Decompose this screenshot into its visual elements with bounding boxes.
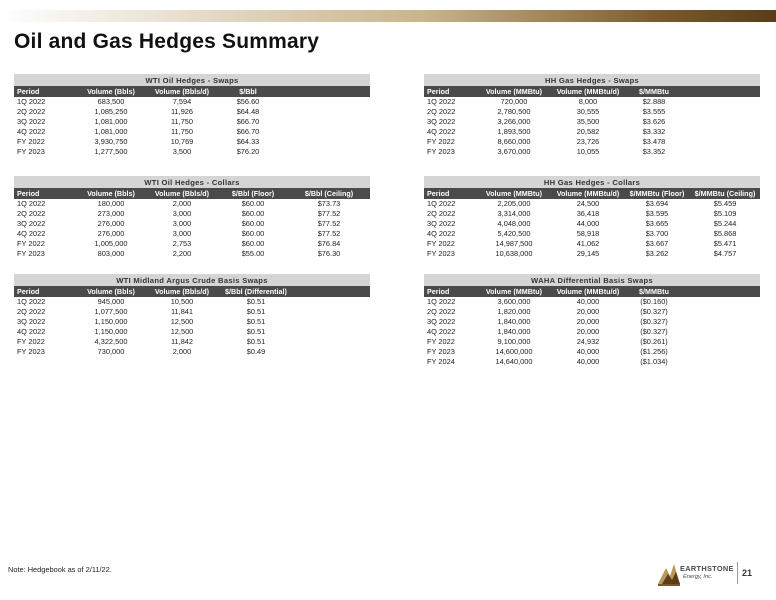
table-cell: 3,000 [172,229,192,238]
table-cell: $60.00 [241,219,265,228]
table-cell: $3.262 [645,249,669,258]
column-header: Volume (Bbls) [76,188,146,199]
table-cell: 3,670,000 [497,147,531,156]
table-cell: $5.471 [713,239,737,248]
table-cell: $66.70 [236,117,260,126]
table-cell [684,357,760,367]
table-caption: HH Gas Hedges - Swaps [424,74,760,86]
table-cell: 12,500 [170,317,194,326]
table-cell: 1,893,500 [497,127,531,136]
table-caption: HH Gas Hedges - Collars [424,176,760,188]
table-cell: 41,062 [576,239,600,248]
table-cell: 3Q 2022 [17,317,46,326]
column-header: $/MMBtu (Floor) [624,188,690,199]
table-cell [278,97,370,107]
column-header: $/Bbl [218,86,278,97]
table-cell [294,307,370,317]
table-cell: FY 2022 [17,239,45,248]
table-cell: 35,500 [576,117,600,126]
table-cell [684,297,760,307]
column-header: $/Bbl (Differential) [218,286,294,297]
table-cell: 14,640,000 [495,357,533,366]
table-cell: 3,600,000 [497,297,531,306]
table-cell: 10,638,000 [495,249,533,258]
table-cell: 24,932 [576,337,600,346]
table-row [14,209,370,219]
table-cell: FY 2023 [427,347,455,356]
table-row [14,297,370,307]
table-cell: $2.888 [642,97,666,106]
wti-collars-table [14,176,370,259]
column-header: Period [424,86,476,97]
table-cell: 2Q 2022 [17,209,46,218]
table-row [14,229,370,239]
table-cell: 1,840,000 [497,317,531,326]
table-cell: ($1.256) [640,347,668,356]
table-cell: $64.33 [236,137,260,146]
table-cell: 24,500 [576,199,600,208]
table-cell: 3,000 [172,219,192,228]
table-cell: 30,555 [576,107,600,116]
table-caption: WTI Oil Hedges - Collars [14,176,370,188]
table-cell: 276,000 [97,219,125,228]
table-row [424,97,760,107]
table-row [14,317,370,327]
table-cell: 20,000 [576,317,600,326]
table-cell: 4Q 2022 [17,127,46,136]
table-cell: $4.757 [713,249,737,258]
column-header [278,86,370,97]
table-cell: FY 2022 [427,337,455,346]
table-row [14,147,370,157]
table-row [424,127,760,137]
table-cell: FY 2023 [427,147,455,156]
hh-swaps-table [424,74,760,157]
column-header: $/Bbl (Ceiling) [288,188,370,199]
table-cell: $77.52 [317,219,341,228]
table-cell: 5,420,500 [497,229,531,238]
table-cell: $55.00 [241,249,265,258]
table-cell: 276,000 [97,229,125,238]
table-cell: $3.665 [645,219,669,228]
column-header [684,86,760,97]
table-cell [684,317,760,327]
table-cell: $3.352 [642,147,666,156]
table-cell: FY 2022 [427,137,455,146]
table-cell: 9,100,000 [497,337,531,346]
column-header: Period [14,86,76,97]
table-cell: 20,000 [576,327,600,336]
column-header: $/Bbl (Floor) [218,188,288,199]
table-row [424,137,760,147]
table-cell: 2,205,000 [497,199,531,208]
table-cell: 3Q 2022 [427,219,456,228]
table-cell [294,347,370,357]
table-cell: $3.595 [645,209,669,218]
table-cell: 1Q 2022 [17,97,46,106]
table-header-row [424,86,760,97]
table-cell: 2,780,500 [497,107,531,116]
table-cell [684,97,760,107]
logo-subtitle: Energy, Inc. [683,574,713,580]
table-caption: WTI Midland Argus Crude Basis Swaps [14,274,370,286]
waha-basis-swaps-table [424,274,760,367]
table-cell: ($0.327) [640,307,668,316]
table-cell: 58,918 [576,229,600,238]
table-cell [278,137,370,147]
table-cell [684,117,760,127]
table-cell: 273,000 [97,209,125,218]
table-cell: 1,820,000 [497,307,531,316]
table-cell: 20,000 [576,307,600,316]
table-caption: WTI Oil Hedges - Swaps [14,74,370,86]
table-cell: $60.00 [241,199,265,208]
table-row [424,357,760,367]
table-cell: 1,840,000 [497,327,531,336]
footer-divider [737,562,738,584]
table-header-row [424,286,760,297]
table-cell: 1,277,500 [94,147,128,156]
table-cell: 2,000 [172,347,192,356]
table-cell: 3Q 2022 [17,219,46,228]
table-cell: 8,660,000 [497,137,531,146]
table-cell: $0.51 [246,317,266,326]
table-cell: 3,266,000 [497,117,531,126]
table-cell: 2,200 [172,249,192,258]
table-cell: 4Q 2022 [427,229,456,238]
table-row [424,337,760,347]
table-cell: 2Q 2022 [427,307,456,316]
table-cell [684,327,760,337]
table-cell [684,107,760,117]
table-header-row [14,188,370,199]
table-cell: FY 2024 [427,357,455,366]
table-cell: 4Q 2022 [17,327,46,336]
table-row [424,209,760,219]
column-header: Volume (MMBtu) [476,286,552,297]
table-cell: 2Q 2022 [427,107,456,116]
table-cell: $0.51 [246,327,266,336]
table-header-row [14,86,370,97]
wti-basis-swaps-table [14,274,370,357]
table-cell: 11,750 [170,127,194,136]
table-row [14,307,370,317]
table-row [424,147,760,157]
table-cell: 1Q 2022 [427,297,456,306]
page-number: 21 [742,568,753,578]
column-header: Volume (MMBtu) [476,86,552,97]
earthstone-logo-icon [656,558,736,588]
column-header: Volume (Bbls/d) [146,286,218,297]
table-cell: 2Q 2022 [17,307,46,316]
column-header: Volume (MMBtu/d) [552,86,624,97]
table-cell: 40,000 [576,357,600,366]
table-row [424,249,760,259]
table-cell: $76.20 [236,147,260,156]
column-header: Volume (MMBtu/d) [552,286,624,297]
table-cell: $5.459 [713,199,737,208]
table-cell [684,137,760,147]
table-row [14,107,370,117]
table-cell: 945,000 [97,297,125,306]
table-cell: 1,081,000 [94,117,128,126]
table-cell: 10,055 [576,147,600,156]
table-cell: 1,081,000 [94,127,128,136]
table-cell: $0.51 [246,337,266,346]
table-cell: 1Q 2022 [427,97,456,106]
table-row [424,307,760,317]
table-cell: $5.109 [713,209,737,218]
table-row [14,97,370,107]
table-cell: FY 2022 [427,239,455,248]
table-cell: 180,000 [97,199,125,208]
table-cell: $0.49 [246,347,266,356]
column-header: Period [424,188,476,199]
table-cell: 12,500 [170,327,194,336]
top-accent-bar [0,10,776,22]
table-cell: $0.51 [246,307,266,316]
table-row [424,117,760,127]
table-cell [684,147,760,157]
table-row [424,219,760,229]
table-cell: 2,753 [172,239,192,248]
table-cell: ($0.327) [640,317,668,326]
table-cell: 1,085,250 [94,107,128,116]
table-cell: 23,726 [576,137,600,146]
table-cell [294,327,370,337]
table-cell: $3.478 [642,137,666,146]
table-row [424,199,760,209]
table-cell: 683,500 [97,97,125,106]
table-row [14,347,370,357]
table-cell [278,117,370,127]
table-cell: 10,769 [170,137,194,146]
table-cell: $76.84 [317,239,341,248]
table-cell: 2Q 2022 [17,107,46,116]
table-cell: 3Q 2022 [17,117,46,126]
table-cell: 3,500 [172,147,192,156]
table-row [14,199,370,209]
table-cell: 1,005,000 [94,239,128,248]
table-cell: $3.332 [642,127,666,136]
footnote: Note: Hedgebook as of 2/11/22. [8,565,112,574]
column-header: Volume (MMBtu) [476,188,552,199]
table-cell: 803,000 [97,249,125,258]
table-row [424,107,760,117]
table-cell [278,147,370,157]
table-cell: $3.555 [642,107,666,116]
table-cell: 36,418 [576,209,600,218]
table-cell: 4Q 2022 [427,327,456,336]
table-cell: ($0.327) [640,327,668,336]
table-cell: 3,000 [172,209,192,218]
table-cell: $64.48 [236,107,260,116]
table-row [14,219,370,229]
table-cell: 8,000 [578,97,598,106]
table-cell: $60.00 [241,209,265,218]
column-header: Volume (MMBtu/d) [552,188,624,199]
column-header: Period [14,286,76,297]
table-cell: 3Q 2022 [427,317,456,326]
table-cell: $77.52 [317,229,341,238]
table-cell: ($0.160) [640,297,668,306]
table-row [14,239,370,249]
column-header: Period [424,286,476,297]
column-header: $/MMBtu [624,286,684,297]
table-cell [294,297,370,307]
table-cell: $77.52 [317,209,341,218]
table-cell: 11,750 [170,117,194,126]
table-row [424,239,760,249]
table-header-row [424,188,760,199]
page-title: Oil and Gas Hedges Summary [14,30,320,53]
table-cell: ($0.261) [640,337,668,346]
table-row [424,347,760,357]
column-header: Volume (Bbls/d) [146,188,218,199]
table-row [424,317,760,327]
table-cell [684,337,760,347]
table-row [14,337,370,347]
table-row [14,249,370,259]
table-cell: 11,926 [170,107,194,116]
table-cell: FY 2023 [427,249,455,258]
table-cell [294,317,370,327]
table-cell: $73.73 [317,199,341,208]
table-cell [684,127,760,137]
table-cell: $5.244 [713,219,737,228]
column-header: $/MMBtu (Ceiling) [690,188,760,199]
table-cell: $0.51 [246,297,266,306]
table-cell: FY 2022 [17,137,45,146]
table-row [14,327,370,337]
logo-name: EARTHSTONE [680,564,734,573]
table-cell: $56.60 [236,97,260,106]
column-header: Period [14,188,76,199]
table-cell: $3.700 [645,229,669,238]
table-header-row [14,286,370,297]
table-row [424,297,760,307]
table-cell: 1Q 2022 [17,297,46,306]
table-cell: 1Q 2022 [17,199,46,208]
table-cell: 730,000 [97,347,125,356]
table-cell: 40,000 [576,347,600,356]
table-cell: FY 2022 [17,337,45,346]
table-cell [294,337,370,347]
table-cell: 3,314,000 [497,209,531,218]
table-cell: $66.70 [236,127,260,136]
table-cell [684,347,760,357]
table-cell: ($1.034) [640,357,668,366]
table-cell [278,107,370,117]
table-cell: 40,000 [576,297,600,306]
table-cell: 11,842 [170,337,194,346]
table-row [14,137,370,147]
table-cell: 20,582 [576,127,600,136]
table-cell: $60.00 [241,239,265,248]
column-header: Volume (Bbls) [76,286,146,297]
table-cell: 4,048,000 [497,219,531,228]
table-cell: 7,594 [172,97,192,106]
table-cell: 1,150,000 [94,327,128,336]
table-cell [684,307,760,317]
table-cell: 1,150,000 [94,317,128,326]
column-header [294,286,370,297]
table-cell: FY 2023 [17,347,45,356]
table-row [424,327,760,337]
table-cell: $3.626 [642,117,666,126]
table-cell: 14,987,500 [495,239,533,248]
table-cell: $3.667 [645,239,669,248]
table-cell: FY 2023 [17,147,45,156]
table-cell: 10,500 [170,297,194,306]
table-cell: 44,000 [576,219,600,228]
table-row [14,117,370,127]
table-cell: 720,000 [500,97,528,106]
table-cell: $5.868 [713,229,737,238]
table-row [424,229,760,239]
table-cell: 4,322,500 [94,337,128,346]
column-header: Volume (Bbls/d) [146,86,218,97]
table-cell: 14,600,000 [495,347,533,356]
table-cell: $76.30 [317,249,341,258]
hh-collars-table [424,176,760,259]
column-header: Volume (Bbls) [76,86,146,97]
table-caption: WAHA Differential Basis Swaps [424,274,760,286]
table-cell: 2Q 2022 [427,209,456,218]
column-header: $/MMBtu [624,86,684,97]
table-cell: 4Q 2022 [17,229,46,238]
table-cell: 3Q 2022 [427,117,456,126]
column-header [684,286,760,297]
table-cell: 3,930,750 [94,137,128,146]
table-cell: $60.00 [241,229,265,238]
table-cell: 1Q 2022 [427,199,456,208]
table-row [14,127,370,137]
table-cell: $3.694 [645,199,669,208]
table-cell: 1,077,500 [94,307,128,316]
table-cell: FY 2023 [17,249,45,258]
table-cell: 29,145 [576,249,600,258]
table-cell: 11,841 [170,307,194,316]
table-cell [278,127,370,137]
table-cell: 4Q 2022 [427,127,456,136]
table-cell: 2,000 [172,199,192,208]
wti-swaps-table [14,74,370,157]
